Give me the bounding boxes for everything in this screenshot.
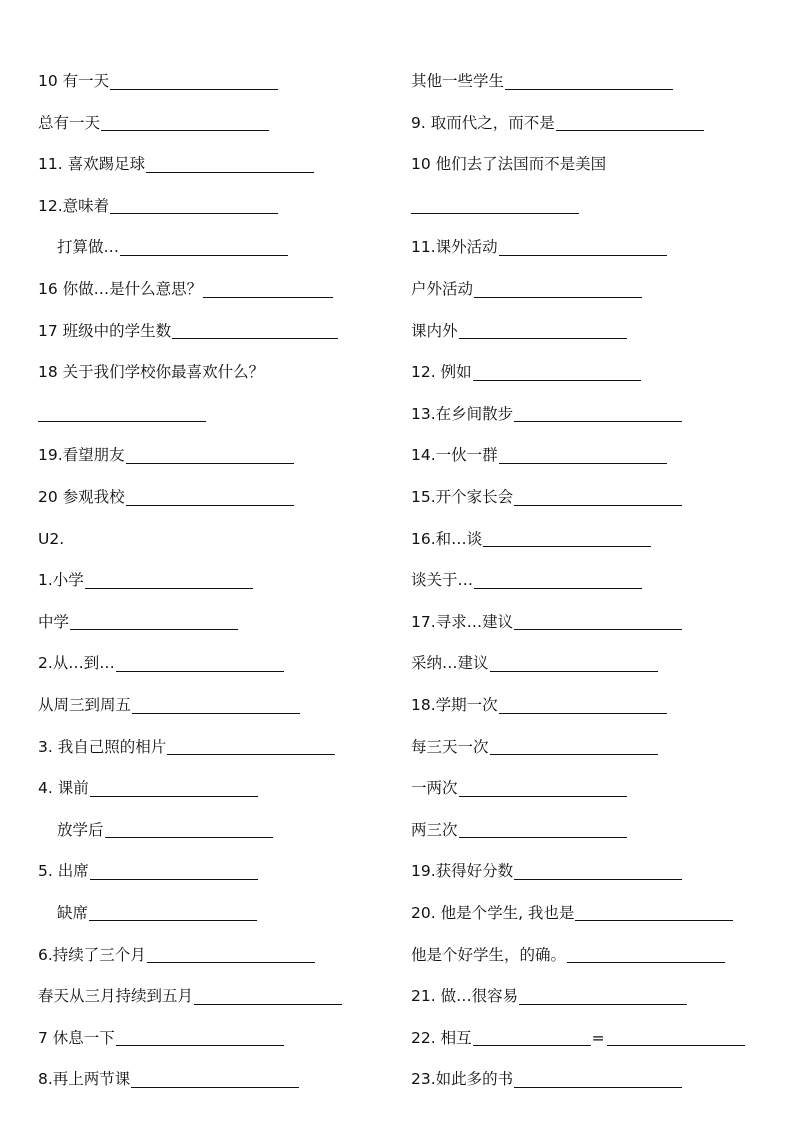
exercise-row <box>411 90 771 132</box>
exercise-row <box>38 214 388 256</box>
exercise-prompt: 每三天一次 <box>411 737 489 756</box>
exercise-prompt: 2.从…到… <box>38 654 115 673</box>
answer-blank[interactable] <box>126 449 294 464</box>
answer-blank[interactable] <box>575 906 733 921</box>
exercise-row <box>38 755 388 797</box>
exercise-row <box>411 422 771 464</box>
answer-blank[interactable] <box>194 990 342 1005</box>
answer-blank[interactable] <box>147 948 315 963</box>
exercise-prompt: 课内外 <box>411 321 458 340</box>
exercise-row <box>38 797 388 839</box>
exercise-row <box>411 1046 771 1088</box>
exercise-prompt: U2. <box>38 529 65 548</box>
exercise-row <box>411 48 771 90</box>
exercise-prompt: 13.在乡间散步 <box>411 404 514 423</box>
exercise-prompt: 他是个好学生，的确。 <box>411 945 567 964</box>
answer-blank[interactable] <box>126 491 294 506</box>
exercise-prompt: 两三次 <box>411 820 458 839</box>
exercise-row <box>411 214 771 256</box>
exercise-prompt: 其他一些学生 <box>411 72 505 91</box>
answer-blank[interactable] <box>101 116 269 131</box>
exercise-prompt: 打算做… <box>57 238 120 257</box>
exercise-prompt: 3. 我自己照的相片 <box>38 737 167 756</box>
answer-blank[interactable] <box>514 615 682 630</box>
exercise-prompt: 10 他们去了法国而不是美国 <box>411 155 607 174</box>
answer-blank[interactable] <box>505 75 673 90</box>
exercise-row <box>38 589 388 631</box>
exercise-row <box>411 464 771 506</box>
answer-blank[interactable] <box>90 782 258 797</box>
answer-blank[interactable] <box>105 823 273 838</box>
exercise-row <box>38 131 388 173</box>
exercise-prompt: 中学 <box>38 612 70 631</box>
exercise-row <box>411 1005 771 1047</box>
exercise-row <box>38 963 388 1005</box>
exercise-row <box>38 90 388 132</box>
answer-blank[interactable] <box>459 324 627 339</box>
answer-blank[interactable] <box>499 449 667 464</box>
exercise-prompt: 一两次 <box>411 779 458 798</box>
exercise-prompt: 户外活动 <box>411 280 474 299</box>
answer-blank[interactable] <box>90 865 258 880</box>
right-column <box>411 48 771 1088</box>
answer-blank[interactable] <box>459 782 627 797</box>
exercise-row <box>411 672 771 714</box>
exercise-row <box>411 256 771 298</box>
equals-sign: = <box>591 1028 605 1047</box>
exercise-row <box>411 298 771 340</box>
exercise-prompt: 16 你做…是什么意思？ <box>38 280 203 299</box>
answer-blank[interactable] <box>132 699 300 714</box>
answer-blank[interactable] <box>473 366 641 381</box>
exercise-prompt: 19.看望朋友 <box>38 446 125 465</box>
answer-blank[interactable] <box>490 657 658 672</box>
exercise-prompt: 春天从三月持续到五月 <box>38 987 194 1006</box>
exercise-row <box>411 797 771 839</box>
exercise-row <box>38 381 388 423</box>
exercise-prompt: 1.小学 <box>38 571 84 590</box>
exercise-row <box>411 589 771 631</box>
exercise-row <box>411 714 771 756</box>
exercise-prompt: 20. 他是个学生, 我也是 <box>411 903 575 922</box>
answer-blank[interactable] <box>514 1073 682 1088</box>
answer-blank[interactable] <box>116 1031 284 1046</box>
answer-blank[interactable] <box>411 199 579 214</box>
answer-blank[interactable] <box>474 574 642 589</box>
exercise-row <box>411 339 771 381</box>
exercise-row <box>38 298 388 340</box>
exercise-row <box>38 422 388 464</box>
answer-blank[interactable] <box>556 116 704 131</box>
exercise-prompt: 21. 做…很容易 <box>411 987 519 1006</box>
exercise-prompt: 放学后 <box>57 820 104 839</box>
exercise-prompt: 22. 相互 <box>411 1028 472 1047</box>
exercise-row <box>38 339 388 381</box>
exercise-prompt: 20 参观我校 <box>38 488 125 507</box>
answer-blank[interactable] <box>490 740 658 755</box>
exercise-prompt: 谈关于… <box>411 571 474 590</box>
exercise-prompt: 16.和…谈 <box>411 529 483 548</box>
answer-blank[interactable] <box>519 990 687 1005</box>
exercise-row <box>38 173 388 215</box>
exercise-row <box>38 256 388 298</box>
exercise-row <box>38 1005 388 1047</box>
exercise-prompt: 11.课外活动 <box>411 238 498 257</box>
answer-blank[interactable] <box>567 948 725 963</box>
exercise-row <box>38 672 388 714</box>
exercise-prompt: 17 班级中的学生数 <box>38 321 172 340</box>
exercise-prompt: 23.如此多的书 <box>411 1070 514 1089</box>
answer-blank[interactable] <box>70 615 238 630</box>
exercise-prompt: 10 有一天 <box>38 72 110 91</box>
exercise-prompt: 12.意味着 <box>38 196 110 215</box>
exercise-prompt: 总有一天 <box>38 113 101 132</box>
answer-blank[interactable] <box>131 1073 299 1088</box>
exercise-prompt: 19.获得好分数 <box>411 862 514 881</box>
exercise-prompt: 17.寻求…建议 <box>411 612 514 631</box>
answer-blank[interactable] <box>89 906 257 921</box>
exercise-row <box>38 464 388 506</box>
answer-blank[interactable] <box>483 532 651 547</box>
exercise-prompt: 8.再上两节课 <box>38 1070 131 1089</box>
exercise-prompt: 15.开个家长会 <box>411 488 514 507</box>
left-column <box>38 48 388 1088</box>
exercise-row <box>411 963 771 1005</box>
exercise-row <box>38 506 388 548</box>
exercise-row <box>411 381 771 423</box>
answer-blank[interactable] <box>167 740 335 755</box>
exercise-prompt: 5. 出席 <box>38 862 89 881</box>
exercise-row <box>38 1046 388 1088</box>
answer-blank[interactable] <box>203 283 333 298</box>
answer-blank[interactable] <box>110 199 278 214</box>
exercise-prompt: 缺席 <box>57 903 89 922</box>
answer-blank[interactable] <box>116 657 284 672</box>
answer-blank[interactable] <box>38 407 206 422</box>
exercise-prompt: 18.学期一次 <box>411 696 498 714</box>
exercise-row <box>38 880 388 922</box>
exercise-prompt: 11. 喜欢踢足球 <box>38 155 146 174</box>
exercise-row <box>38 838 388 880</box>
answer-blank[interactable] <box>514 491 682 506</box>
answer-blank[interactable] <box>499 241 667 256</box>
answer-blank[interactable] <box>172 324 338 339</box>
answer-blank[interactable] <box>459 823 627 838</box>
answer-blank[interactable] <box>473 1031 591 1046</box>
exercise-row <box>38 921 388 963</box>
exercise-row <box>411 921 771 963</box>
answer-blank[interactable] <box>499 699 667 714</box>
exercise-prompt: 采纳…建议 <box>411 654 489 673</box>
answer-blank[interactable] <box>514 865 682 880</box>
exercise-prompt: 12. 例如 <box>411 363 472 382</box>
exercise-row <box>411 131 771 173</box>
exercise-row <box>38 48 388 90</box>
exercise-prompt: 从周三到周五 <box>38 696 132 714</box>
exercise-row <box>38 547 388 589</box>
answer-blank[interactable] <box>474 283 642 298</box>
answer-blank[interactable] <box>85 574 253 589</box>
exercise-row <box>38 630 388 672</box>
answer-blank[interactable] <box>110 75 278 90</box>
exercise-row <box>411 506 771 548</box>
answer-blank[interactable] <box>120 241 288 256</box>
exercise-prompt: 9. 取而代之，而不是 <box>411 113 555 132</box>
answer-blank[interactable] <box>607 1031 745 1046</box>
exercise-row <box>411 547 771 589</box>
exercise-prompt: 14.一伙一群 <box>411 446 498 465</box>
exercise-row <box>411 173 771 215</box>
exercise-prompt: 7 休息一下 <box>38 1028 115 1047</box>
exercise-row <box>411 838 771 880</box>
answer-blank[interactable] <box>514 407 682 422</box>
exercise-prompt: 4. 课前 <box>38 779 89 798</box>
exercise-prompt: 18 关于我们学校你最喜欢什么？ <box>38 363 265 382</box>
exercise-prompt: 6.持续了三个月 <box>38 945 146 964</box>
exercise-row <box>411 880 771 922</box>
answer-blank[interactable] <box>146 158 314 173</box>
exercise-row <box>38 714 388 756</box>
exercise-row <box>411 630 771 672</box>
exercise-row <box>411 755 771 797</box>
